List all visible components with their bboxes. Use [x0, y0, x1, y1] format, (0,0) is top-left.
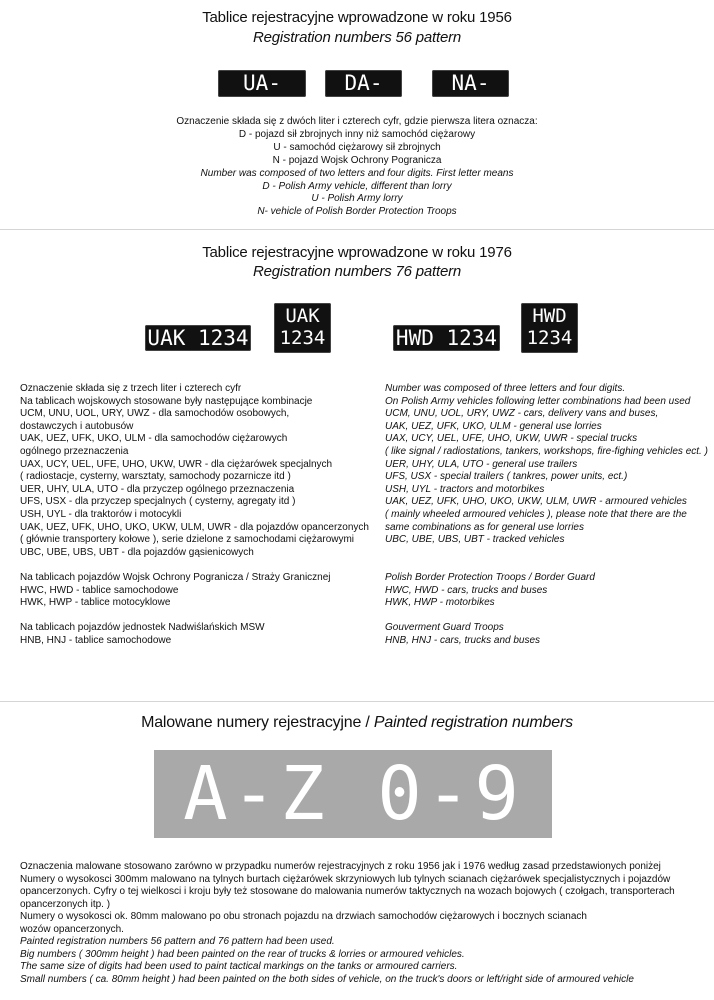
text-line: ogólnego przeznaczenia	[20, 445, 129, 457]
text-line: UBC, UBE, UBS, UBT - tracked vehicles	[385, 534, 565, 546]
text-line: Big numbers ( 300mm height ) had been painted on the rear of trucks & lorries or armoured vehicles.	[20, 948, 465, 960]
plate-line: UAK	[285, 305, 320, 327]
text-line: UAX, UCY, UEL, UFE, UHO, UKW, UWR - special trucks	[385, 433, 638, 445]
divider	[0, 701, 714, 702]
text-line: Small numbers ( ca. 80mm height ) had been painted on the both sides of vehicle, on the truck's doors or left/right side of armoured vehicle	[20, 973, 634, 985]
text-line: Oznaczenie składa się z trzech liter i czterech cyfr	[20, 383, 242, 394]
text-line: opancerzonych. Cyfry o tej wielkosci i kroju były też stosowane do malowania numerów taktycznych na wozach bojowych ( czołgach, transporterach	[20, 886, 675, 897]
plate-uak-long: UAK 1234	[145, 325, 251, 351]
desc-line: D - pojazd sił zbrojnych inny niż samochód ciężarowy	[238, 128, 476, 140]
text-line: Numery o wysokosci ok. 80mm malowano po obu stronach pojazdu na drzwiach samochodów ciężarowych i bocznych scianach	[20, 911, 587, 922]
plate-ua: UA-1234	[218, 70, 306, 97]
text-line: UAK, UEZ, UFK, UHO, UKO, UKW, ULM, UWR - armoured vehicles	[385, 496, 687, 508]
text-line: opancerzonych itp. )	[20, 898, 111, 910]
plate-da: DA-1234	[325, 70, 402, 97]
polish-description	[20, 383, 369, 647]
text-line: UCM, UNU, UOL, URY, UWZ - cars, delivery vans and buses,	[385, 408, 659, 420]
desc-line: U - samochód ciężarowy sił zbrojnych	[273, 141, 441, 153]
text-line: On Polish Army vehicles following letter combinations had been used	[385, 395, 691, 407]
text-line: HNB, HNJ - tablice samochodowe	[20, 634, 172, 646]
text-line: UAK, UEZ, UFK, UHO, UKO, UKW, ULM, UWR - dla pojazdów opancerzonych	[20, 521, 369, 533]
text-line: UFS, USX - special trailers ( tankres, power units, ect.)	[385, 471, 628, 483]
text-line: Number was composed of three letters and four digits.	[385, 383, 626, 394]
text-line: same combinations as for general use lorries	[385, 521, 584, 533]
text-line: HWK, HWP - tablice motocyklowe	[20, 597, 171, 609]
section1-description	[0, 116, 714, 219]
plate-line: 1234	[279, 327, 326, 349]
text-line: Oznaczenia malowane stosowano zarówno w przypadku numerów rejestracyjnych z roku 1956 jak i 1976 według zasad przedstawionych poniżej	[20, 861, 661, 872]
plate-line: HWD	[532, 305, 567, 327]
text-line: ( radiostacje, cysterny, warsztaty, samochody pozarnicze itd )	[20, 471, 291, 483]
text-line: HWC, HWD - cars, trucks and buses	[385, 584, 548, 596]
desc-line: N - pojazd Wojsk Ochrony Pogranicza	[272, 154, 442, 166]
text-line: Polish Border Protection Troops / Border Guard	[385, 571, 595, 583]
text-line: ( like signal / radiostations, tankers, workshops, fire-fighing vehicles ect. )	[385, 445, 708, 457]
desc-line: U - Polish Army lorry	[311, 193, 403, 205]
text-line: Gouverment Guard Troops	[385, 622, 504, 634]
painted-stencil-sample: A-Z 0-9	[154, 750, 552, 838]
text-line: ( głównie transportery kołowe ), serie dzielone z samochodami ciężarowymi	[20, 534, 355, 546]
text-line: dostawczych i autobusów	[20, 420, 134, 432]
text-line: UCM, UNU, UOL, URY, UWZ - dla samochodów osobowych,	[20, 408, 290, 420]
section3-title	[0, 714, 714, 732]
plate-line: 1234	[526, 327, 573, 349]
section1-title: Tablice rejestracyjne wprowadzone w roku 1956	[202, 9, 512, 26]
desc-line: D - Polish Army vehicle, different than lorry	[262, 180, 452, 192]
text-line: UAK, UEZ, UFK, UKO, ULM - dla samochodów ciężarowych	[20, 433, 288, 445]
divider	[0, 229, 714, 230]
text-line: UFS, USX - dla przyczep specjalnych ( cysterny, agregaty itd )	[20, 496, 296, 508]
text-line: USH, UYL - dla traktorów i motocykli	[20, 508, 182, 520]
text-line: UAK, UEZ, UFK, UKO, ULM - general use lorries	[385, 420, 602, 432]
text-line: Numery o wysokosci 300mm malowano na tylnych burtach ciężarówek skrzyniowych lub tylnych scianach ciężarówek specjalistycznych i pojazdów	[20, 873, 671, 885]
plate-uak-square	[274, 303, 331, 353]
plate-hwd-long: HWD 1234	[393, 325, 500, 351]
text-line: Na tablicach pojazdów jednostek Nadwiślańskich MSW	[20, 622, 265, 634]
text-line: Painted registration numbers 56 pattern and 76 pattern had been used.	[20, 936, 335, 947]
desc-line: Oznaczenie składa się z dwóch liter i czterech cyfr, gdzie pierwsza litera oznacza:	[176, 116, 538, 127]
text-line: UER, UHY, ULA, UTO - dla przyczep ogólnego przeznaczenia	[20, 483, 295, 495]
section1-subtitle: Registration numbers 56 pattern	[252, 29, 462, 46]
text-line: wozów opancerzonych.	[20, 923, 124, 935]
section2-subtitle: Registration numbers 76 pattern	[252, 263, 462, 280]
desc-line: N- vehicle of Polish Border Protection Troops	[257, 206, 457, 218]
title-english: Painted registration numbers	[373, 714, 573, 731]
text-line: USH, UYL - tractors and motorbikes	[385, 483, 545, 495]
text-line: HWK, HWP - motorbikes	[385, 597, 495, 609]
text-line: UBC, UBE, UBS, UBT - dla pojazdów gąsienicowych	[20, 546, 254, 558]
text-line: Na tablicach pojazdów Wojsk Ochrony Pogranicza / Straży Granicznej	[20, 571, 331, 583]
text-line: UAX, UCY, UEL, UFE, UHO, UKW, UWR - dla ciężarówek specjalnych	[20, 458, 333, 470]
plate-na: NA-1234	[432, 70, 509, 97]
title-polish: Malowane numery rejestracyjne /	[141, 714, 374, 731]
text-line: Na tablicach wojskowych stosowane były następujące kombinacje	[20, 395, 313, 407]
text-line: HWC, HWD - tablice samochodowe	[20, 584, 179, 596]
english-description	[385, 383, 708, 647]
desc-line: Number was composed of two letters and four digits. First letter means	[200, 167, 514, 179]
section2-title: Tablice rejestracyjne wprowadzone w roku 1976	[202, 244, 512, 261]
painted-description	[20, 861, 700, 986]
text-line: ( mainly wheeled armoured vehicles ), please note that there are the	[385, 508, 687, 520]
text-line: UER, UHY, ULA, UTO - general use trailers	[385, 458, 578, 470]
plate-hwd-square	[521, 303, 578, 353]
text-line: HNB, HNJ - cars, trucks and buses	[385, 634, 541, 646]
text-line: The same size of digits had been used to paint tactical markings on the tanks or armoured carriers.	[20, 961, 458, 972]
